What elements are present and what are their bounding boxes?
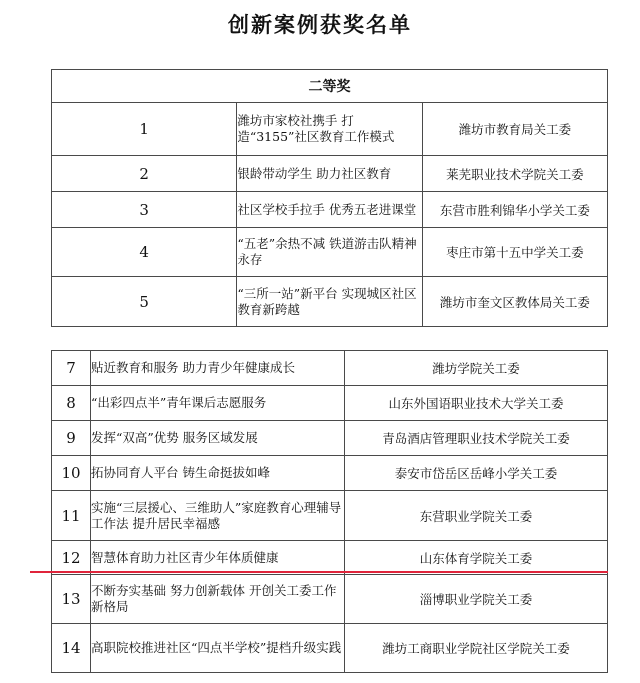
- row-number: 13: [52, 575, 91, 624]
- case-name: 银龄带动学生 助力社区教育: [237, 156, 422, 192]
- red-separator-line: [30, 571, 608, 573]
- row-number: 7: [52, 351, 91, 386]
- table-row: [52, 541, 608, 575]
- case-name: 拓协同育人平台 铸生命挺拔如峰: [91, 456, 345, 491]
- unit-name: 潍坊工商职业学院社区学院关工委: [345, 624, 608, 673]
- section-title: 二等奖: [52, 70, 608, 103]
- case-name: 社区学校手拉手 优秀五老进课堂: [237, 192, 422, 228]
- unit-name: 淄博职业学院关工委: [345, 575, 608, 624]
- row-number: 4: [52, 228, 237, 277]
- case-name: “出彩四点半”青年课后志愿服务: [91, 386, 345, 421]
- page-title: 创新案例获奖名单: [228, 13, 412, 37]
- row-number: 10: [52, 456, 91, 491]
- row-number: 14: [52, 624, 91, 673]
- unit-name: 泰安市岱岳区岳峰小学关工委: [345, 456, 608, 491]
- table-row: [52, 156, 608, 192]
- award-table-bottom: [51, 350, 608, 673]
- table-row: [52, 277, 608, 327]
- unit-name: 潍坊学院关工委: [345, 351, 608, 386]
- table-row: [52, 421, 608, 456]
- unit-name: 莱芜职业技术学院关工委: [422, 156, 607, 192]
- table-row: [52, 351, 608, 386]
- case-name: 贴近教育和服务 助力青少年健康成长: [91, 351, 345, 386]
- case-name: “五老”余热不减 铁道游击队精神永存: [237, 228, 422, 277]
- unit-name: 山东外国语职业技术大学关工委: [345, 386, 608, 421]
- case-name: 潍坊市家校社携手 打造“3155”社区教育工作模式: [237, 103, 422, 156]
- table-row: [52, 491, 608, 541]
- case-name: 不断夯实基础 努力创新载体 开创关工委工作新格局: [91, 575, 345, 624]
- row-number: 3: [52, 192, 237, 228]
- row-number: 2: [52, 156, 237, 192]
- row-number: 8: [52, 386, 91, 421]
- section-header-row: [52, 70, 608, 103]
- unit-name: 山东体育学院关工委: [345, 541, 608, 575]
- case-name: “三所一站”新平台 实现城区社区教育新跨越: [237, 277, 422, 327]
- table-row: [52, 456, 608, 491]
- unit-name: 东营市胜利锦华小学关工委: [422, 192, 607, 228]
- unit-name: 潍坊市教育局关工委: [422, 103, 607, 156]
- row-number: 11: [52, 491, 91, 541]
- row-number: 5: [52, 277, 237, 327]
- award-table-top: [51, 69, 608, 327]
- row-number: 1: [52, 103, 237, 156]
- case-name: 高职院校推进社区“四点半学校”提档升级实践: [91, 624, 345, 673]
- table-row: [52, 103, 608, 156]
- unit-name: 潍坊市奎文区教体局关工委: [422, 277, 607, 327]
- case-name: 智慧体育助力社区青少年体质健康: [91, 541, 345, 575]
- case-name: 实施“三层援心、三维助人”家庭教育心理辅导工作法 提升居民幸福感: [91, 491, 345, 541]
- table-row: [52, 192, 608, 228]
- case-name: 发挥“双高”优势 服务区域发展: [91, 421, 345, 456]
- table-row: [52, 575, 608, 624]
- row-number: 9: [52, 421, 91, 456]
- page-break-gap: [0, 331, 640, 348]
- unit-name: 枣庄市第十五中学关工委: [422, 228, 607, 277]
- unit-name: 东营职业学院关工委: [345, 491, 608, 541]
- row-number: 12: [52, 541, 91, 575]
- table-row: [52, 386, 608, 421]
- unit-name: 青岛酒店管理职业技术学院关工委: [345, 421, 608, 456]
- table-row: [52, 228, 608, 277]
- table-row: [52, 624, 608, 673]
